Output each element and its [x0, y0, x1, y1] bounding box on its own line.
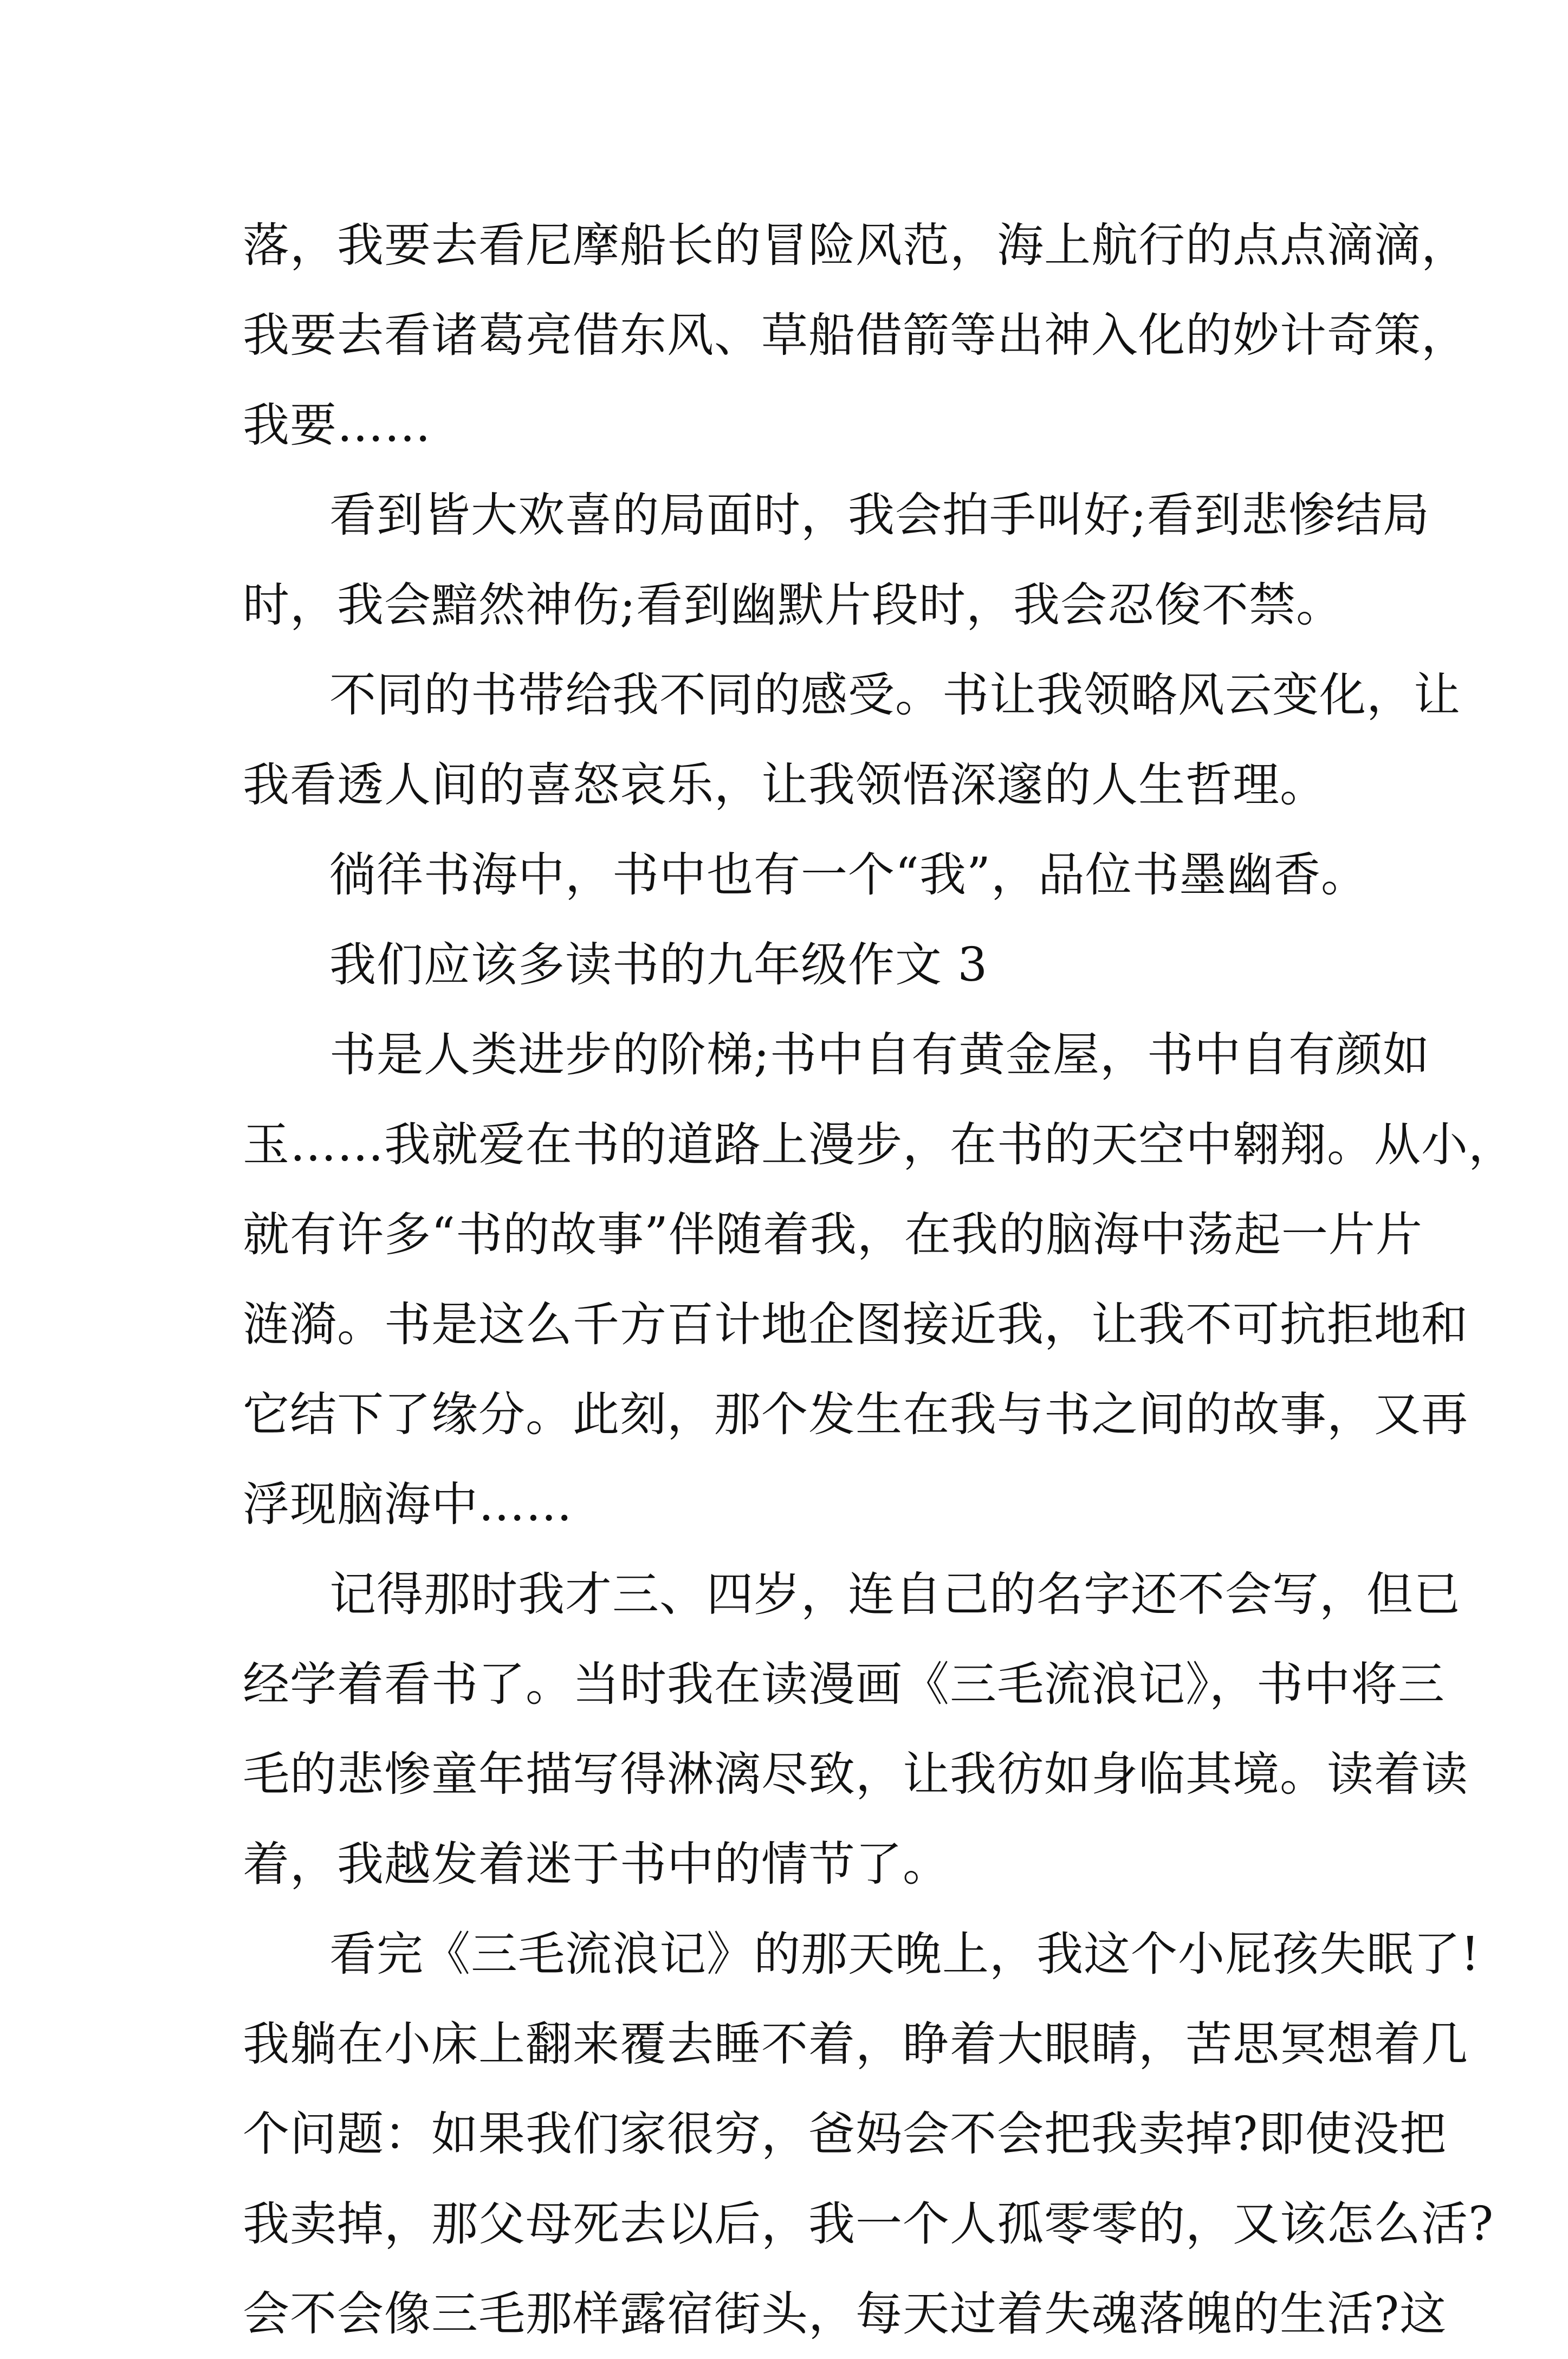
- text-line: 会不会像三毛那样露宿街头，每天过着失魂落魄的生活?这: [243, 2287, 1447, 2341]
- text-line: 我要去看诸葛亮借东风、草船借箭等出神入化的妙计奇策，: [243, 308, 1468, 362]
- paragraph-start-line: 看完《三毛流浪记》的那天晚上，我这个小屁孩失眠了!: [329, 1927, 1480, 1981]
- text-line: 毛的悲惨童年描写得淋漓尽致，让我彷如身临其境。读着读: [243, 1747, 1468, 1801]
- text-line: 涟漪。书是这么千方百计地企图接近我，让我不可抗拒地和: [243, 1298, 1468, 1352]
- body-text: [243, 200, 1515, 2359]
- paragraph-start-line: 看到皆大欢喜的局面时，我会拍手叫好;看到悲惨结局: [329, 488, 1430, 542]
- text-line: 落，我要去看尼摩船长的冒险风范，海上航行的点点滴滴，: [243, 218, 1468, 273]
- text-line: 着，我越发着迷于书中的情节了。: [243, 1837, 950, 1891]
- text-line: 时，我会黯然神伤;看到幽默片段时，我会忍俊不禁。: [243, 578, 1343, 632]
- paragraph-start-line: 书是人类进步的阶梯;书中自有黄金屋，书中自有颜如: [329, 1028, 1430, 1082]
- text-line: 我躺在小床上翻来覆去睡不着，睁着大眼睛，苦思冥想着几: [243, 2017, 1468, 2071]
- text-line: 就有许多“书的故事”伴随着我，在我的脑海中荡起一片片: [243, 1208, 1423, 1262]
- text-line: 我要……: [243, 398, 431, 452]
- paragraph-start-line: 徜徉书海中，书中也有一个“我”，品位书墨幽香。: [329, 848, 1368, 902]
- text-line: 玉……我就爱在书的道路上漫步，在书的天空中翱翔。从小，: [243, 1118, 1515, 1172]
- text-line: 我看透人间的喜怒哀乐，让我领悟深邃的人生哲理。: [243, 758, 1327, 812]
- paragraph-start-line: 不同的书带给我不同的感受。书让我领略风云变化，让: [329, 668, 1461, 722]
- essay-heading: 我们应该多读书的九年级作文 3: [329, 938, 988, 992]
- text-line: 经学着看书了。当时我在读漫画《三毛流浪记》，书中将三: [243, 1657, 1445, 1712]
- text-line: 它结下了缘分。此刻，那个发生在我与书之间的故事，又再: [243, 1388, 1468, 1442]
- text-line: 个问题：如果我们家很穷，爸妈会不会把我卖掉?即使没把: [243, 2107, 1447, 2161]
- text-line: 浮现脑海中……: [243, 1477, 573, 1532]
- text-line: 我卖掉，那父母死去以后，我一个人孤零零的，又该怎么活?: [243, 2197, 1494, 2251]
- paragraph-start-line: 记得那时我才三、四岁，连自己的名字还不会写，但已: [329, 1567, 1461, 1622]
